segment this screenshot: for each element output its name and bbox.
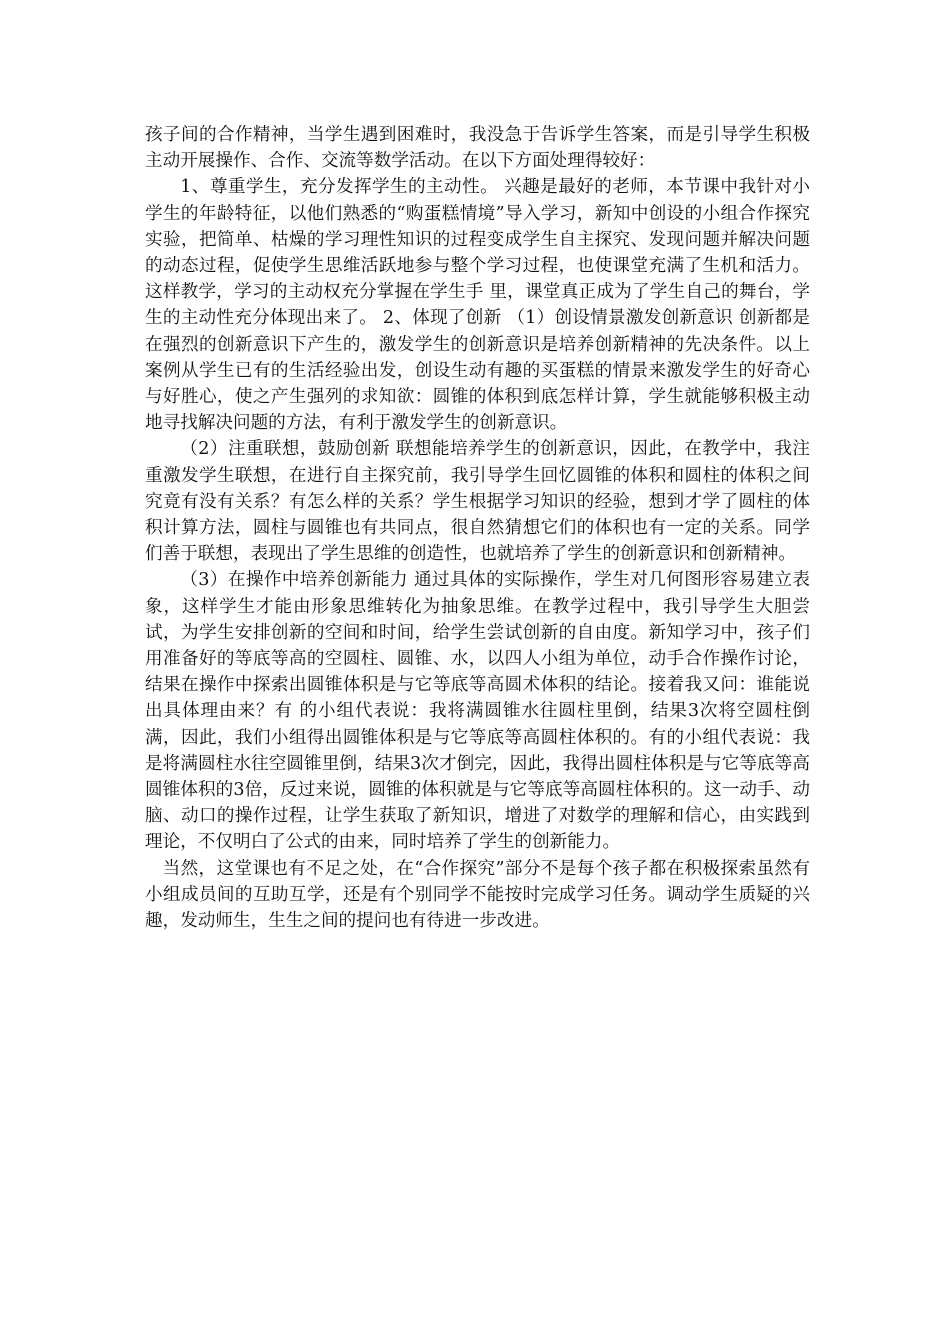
paragraph-respect-students: 1、尊重学生，充分发挥学生的主动性。 兴趣是最好的老师，本节课中我针对小学生的年龄特征，以他们熟悉的“购蛋糕情境”导入学习，新知中创设的小组合作探究实验，把简单、枯燥的学习理性知识的过程变成学生自主探究、发现问题并解决问题的动态过程，促使学生思维活跃地参与整个学习过程，也使课堂充满了生机和活力。这样教学，学习的主动权充分掌握在学生手 里，课堂真正成为了学生自己的舞台，学生的主动性充分体现出来了。 2、体现了创新 （1）创设情景激发创新意识 创新都是在强烈的创新意识下产生的，激发学生的创新意识是培养创新精神的先决条件。以上案例从学生已有的生活经验出发，创设生动有趣的买蛋糕的情景来激发学生的好奇心与好胜心，使之产生强列的求知欲：圆锥的体积到底怎样计算，学生就能够积极主动地寻找解决问题的方法，有利于激发学生的创新意识。 — [145, 177, 810, 434]
paragraph-association: （2）注重联想，鼓励创新 联想能培养学生的创新意识，因此，在教学中，我注重激发学生联想，在进行自主探究前，我引导学生回忆圆锥的体积和圆柱的体积之间究竟有没有关系？有怎么样的关系？学生根据学习知识的经验，想到才学了圆柱的体积计算方法，圆柱与圆锥也有共同点，很自然猜想它们的体积也有一定的关系。同学们善于联想，表现出了学生思维的创造性，也就培养了学生的创新意识和创新精神。 — [145, 439, 810, 565]
paragraph-intro: 孩子间的合作精神，当学生遇到困难时，我没急于告诉学生答案，而是引导学生积极主动开展操作、合作、交流等数学活动。在以下方面处理得较好： — [145, 125, 810, 172]
document-body — [145, 122, 810, 934]
paragraph-shortcomings: 当然，这堂课也有不足之处，在“合作探究”部分不是每个孩子都在积极探索虽然有小组成员间的互助互学，还是有个别同学不能按时完成学习任务。调动学生质疑的兴趣，发动师生，生生之间的提问也有待进一步改进。 — [145, 858, 810, 932]
paragraph-operation: （3）在操作中培养创新能力 通过具体的实际操作，学生对几何图形容易建立表象，这样学生才能由形象思维转化为抽象思维。在教学过程中，我引导学生大胆尝试，为学生安排创新的空间和时间，给学生尝试创新的自由度。新知学习中，孩子们用准备好的等底等高的空圆柱、圆锥、水，以四人小组为单位，动手合作操作讨论，结果在操作中探索出圆锥体积是与它等底等高圆术体积的结论。接着我又问：谁能说出具体理由来？有 的小组代表说：我将满圆锥水往圆柱里倒，结果3次将空圆柱倒满，因此，我们小组得出圆锥体积是与它等底等高圆柱体积的。有的小组代表说：我是将满圆柱水往空圆锥里倒，结果3次才倒完，因此，我得出圆柱体积是与它等底等高圆锥体积的3倍，反过来说，圆锥的体积就是与它等底等高圆柱体积的。这一动手、动脑、动口的操作过程，让学生获取了新知识，增进了对数学的理解和信心，由实践到理论，不仅明白了公式的由来，同时培养了学生的创新能力。 — [145, 570, 810, 853]
